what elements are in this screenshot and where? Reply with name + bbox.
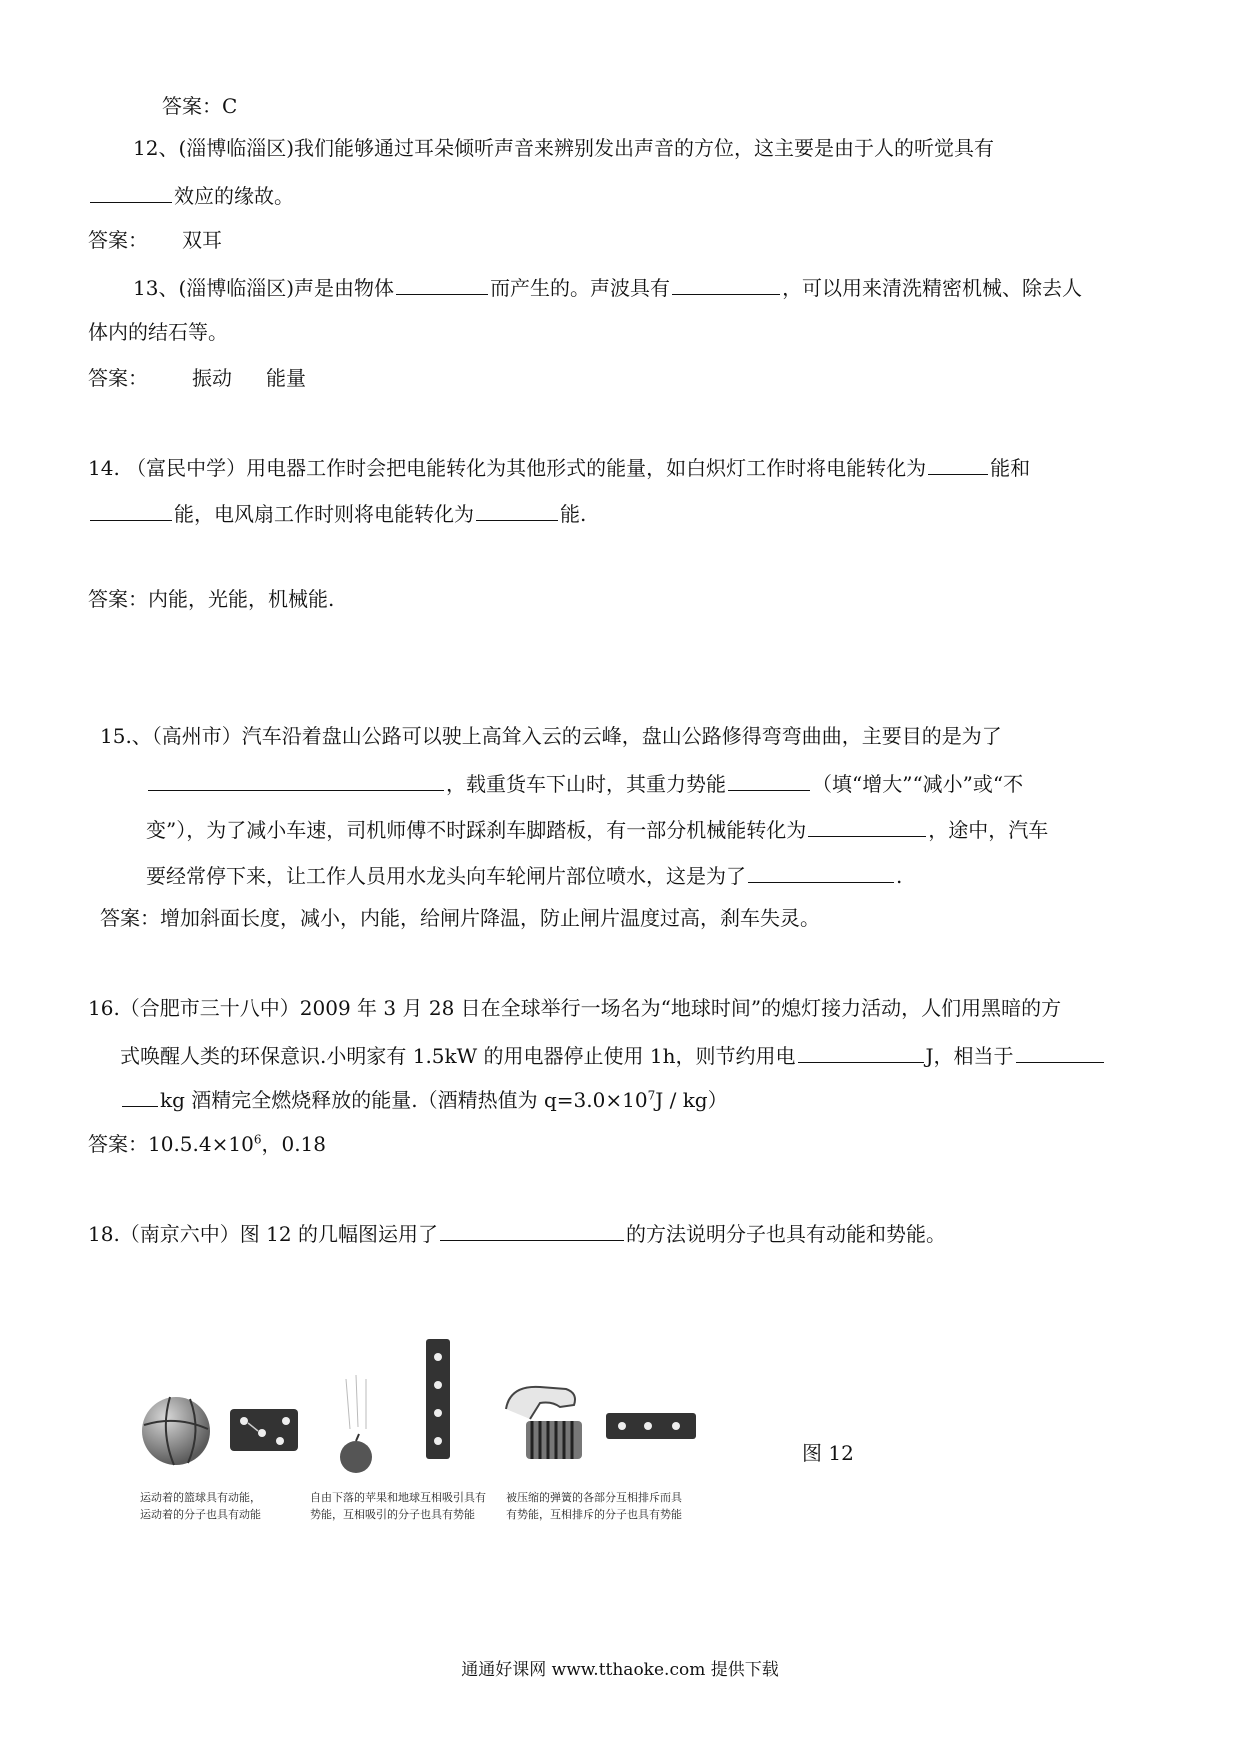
figure-caption-1: 运动着的篮球具有动能， 运动着的分子也具有动能 — [140, 1491, 261, 1521]
answer-blank — [148, 768, 444, 791]
answer-blank — [928, 452, 988, 475]
answer-blank — [396, 272, 488, 295]
q12-answer: 答案： 双耳 — [88, 228, 222, 252]
q15-question-line4: 要经常停下来，让工作人员用水龙头向车轮闸片部位喷水，这是为了 . — [146, 860, 902, 890]
answer-blank — [1016, 1040, 1104, 1063]
q16-answer: 答案：$10.5.4\times 10^6$，0.18 — [88, 1132, 326, 1156]
figure-label: 图 12 — [802, 1441, 854, 1465]
q13-question-line2: 体内的结石等。 — [88, 320, 228, 344]
footer: 通通好课网 www.tthaoke.com 提供下载 — [461, 1660, 779, 1680]
q15-question-line3: 变”），为了减小车速，司机师傅不时踩刹车脚踏板，有一部分机械能转化为 ，途中，汽车 — [146, 814, 1048, 844]
apple-icon — [340, 1441, 372, 1473]
figure-caption-2: 自由下落的苹果和地球互相吸引具有 势能，互相吸引的分子也具有势能 — [310, 1491, 486, 1521]
q12-question-line1: 12、(淄博临淄区)我们能够通过耳朵倾听声音来辨别发出声音的方位，这主要是由于人的听觉具有 — [133, 136, 995, 160]
answer-blank — [798, 1040, 924, 1063]
answer-blank — [748, 860, 894, 883]
q16-question-line3: kg 酒精完全燃烧释放的能量.（酒精热值为 $q=3.0\times 10^7J / kg$） — [120, 1084, 728, 1114]
answer-blank — [122, 1084, 158, 1107]
q14-answer: 答案：内能，光能，机械能. — [88, 587, 335, 611]
q16-question-line2: 式唤醒人类的环保意识.小明家有 1.5kW 的用电器停止使用 1h，则节约用电 J，相当于 — [120, 1040, 1106, 1070]
spring-icon — [526, 1421, 582, 1459]
answer-blank — [440, 1218, 624, 1241]
answer-blank — [90, 180, 172, 203]
figure-12 — [140, 1385, 910, 1555]
spring-illustration — [500, 1379, 710, 1489]
q12-question-line2: 效应的缘故。 — [88, 180, 294, 210]
q15-question-line1: 15.、（高州市）汽车沿着盘山公路可以驶上高耸入云的云峰，盘山公路修得弯弯曲曲，主要目的是为了 — [100, 724, 1002, 748]
q18-question: 18.（南京六中）图 12 的几幅图运用了 的方法说明分子也具有动能和势能。 — [88, 1218, 946, 1248]
q15-question-line2: ，载重货车下山时，其重力势能 （填“增大”“减小”或“不 — [146, 768, 1023, 798]
q16-question-line1: 16.（合肥市三十八中）2009 年 3 月 28 日在全球举行一场名为“地球时间”的熄灯接力活动，人们用黑暗的方 — [88, 996, 1062, 1020]
q11-answer: 答案：C — [162, 94, 238, 118]
answer-blank — [728, 768, 810, 791]
q14-question-line1: 14. （富民中学）用电器工作时会把电能转化为其他形式的能量，如白炽灯工作时将电能转化为 能和 — [88, 452, 1030, 482]
basketball-icon — [142, 1397, 210, 1465]
q15-answer: 答案：增加斜面长度，减小，内能，给闸片降温，防止闸片温度过高，刹车失灵。 — [100, 906, 820, 930]
answer-blank — [90, 498, 172, 521]
answer-blank — [672, 272, 780, 295]
q13-answer: 答案： 振动 能量 — [88, 366, 306, 390]
basketball-illustration — [140, 1385, 340, 1495]
hand-icon — [506, 1387, 575, 1419]
answer-blank — [476, 498, 558, 521]
figure-caption-3: 被压缩的弹簧的各部分互相排斥而具 有势能，互相排斥的分子也具有势能 — [506, 1491, 682, 1521]
answer-blank — [808, 814, 926, 837]
apple-illustration — [330, 1339, 480, 1489]
q13-question-line1: 13、(淄博临淄区)声是由物体 而产生的。声波具有 ，可以用来清洗精密机械、除去人 — [133, 272, 1082, 302]
q14-question-line2: 能，电风扇工作时则将电能转化为 能. — [88, 498, 586, 528]
